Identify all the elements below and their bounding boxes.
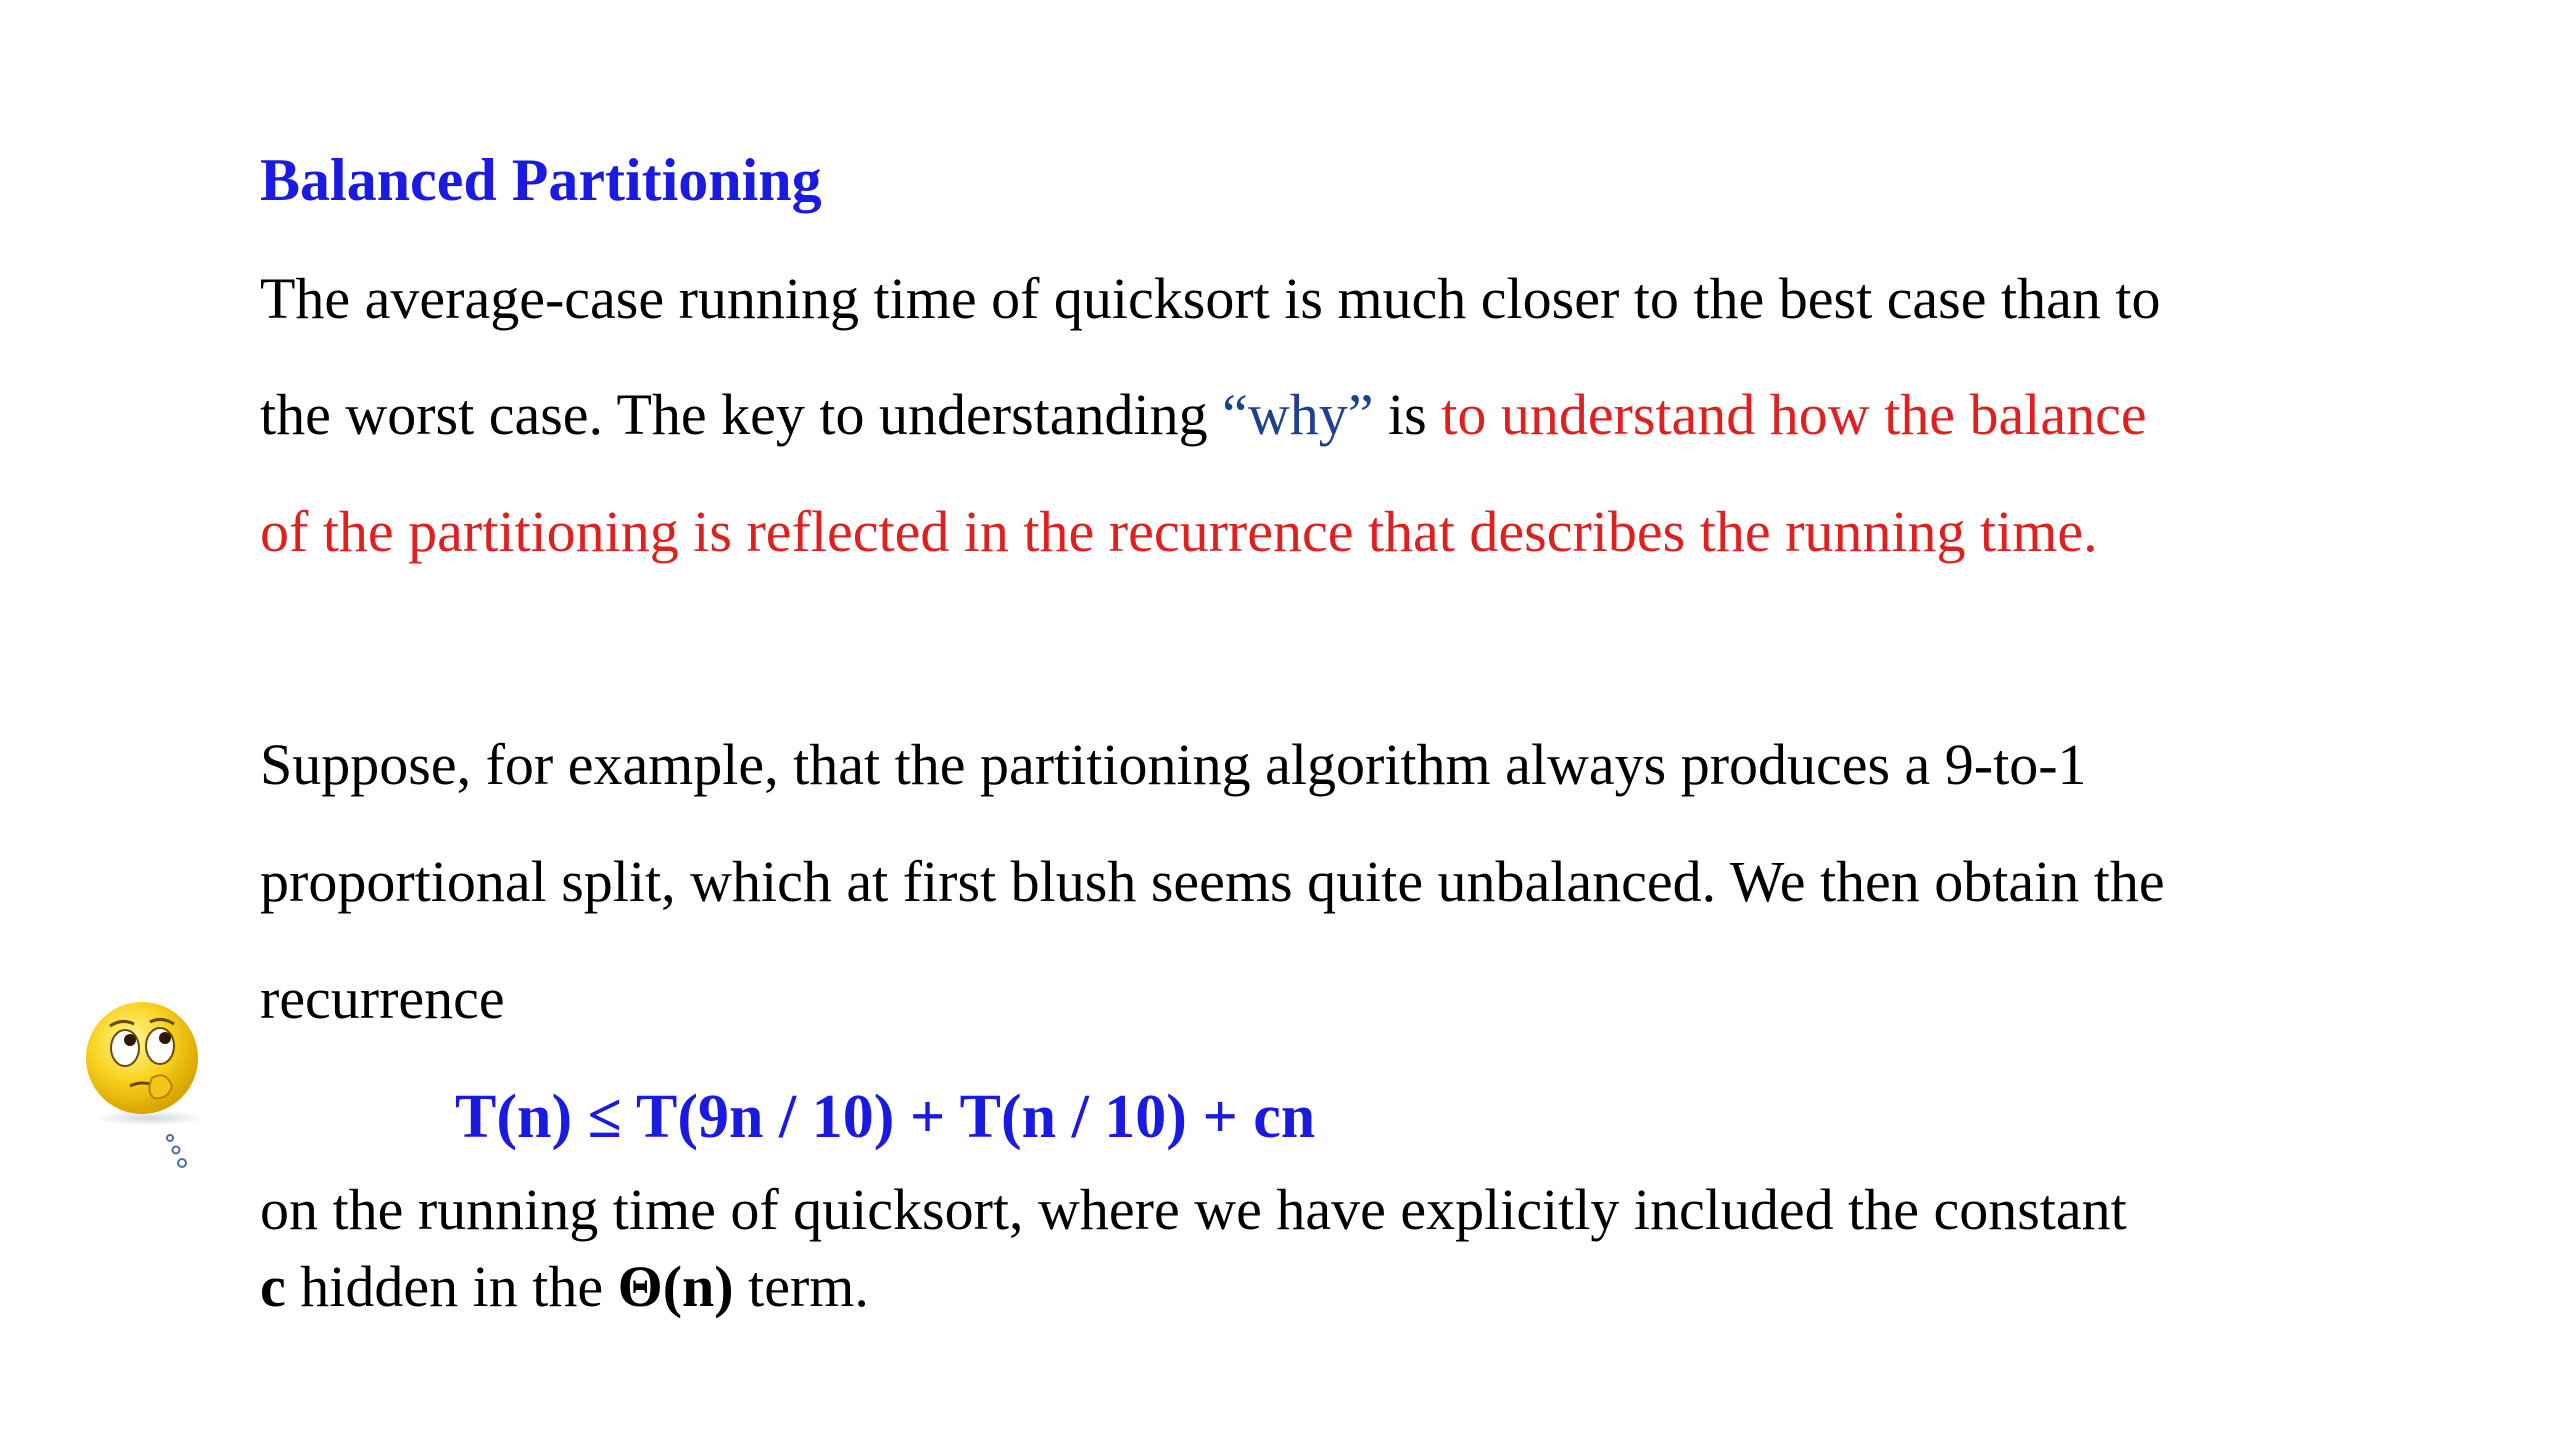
thinking-face-emoji-icon xyxy=(80,1000,230,1180)
constant-c: c xyxy=(260,1254,286,1319)
para2-line2: proportional split, which at first blush seems quite unbalanced. We then obtain the xyxy=(260,849,2165,914)
emphasis-text-2: of the partitioning is reflected in the recurrence that describes the running time. xyxy=(260,499,2098,564)
para3-line2 xyxy=(260,1252,869,1322)
theta-n: Θ(n) xyxy=(617,1254,734,1319)
para1-line1: The average-case running time of quicksort is much closer to the best case than to xyxy=(260,266,2161,331)
para2-line3: recurrence xyxy=(260,966,505,1031)
slide-title: Balanced Partitioning xyxy=(260,147,822,213)
para1-line2 xyxy=(260,380,2147,450)
para1-line2-text: the worst case. The key to understanding xyxy=(260,382,1223,447)
why-word: “why” xyxy=(1222,382,1374,447)
para2-line1: Suppose, for example, that the partitioning algorithm always produces a 9-to-1 xyxy=(260,732,2087,797)
is-word: is xyxy=(1373,382,1442,447)
recurrence-formula: T(n) ≤ T(9n / 10) + T(n / 10) + cn xyxy=(455,1083,1316,1151)
term-text: term. xyxy=(733,1254,869,1319)
para3-line1: on the running time of quicksort, where we have explicitly included the constant xyxy=(260,1177,2127,1242)
emphasis-text-1: to understand how the balance xyxy=(1441,382,2147,447)
hidden-in-text: hidden in the xyxy=(285,1254,618,1319)
